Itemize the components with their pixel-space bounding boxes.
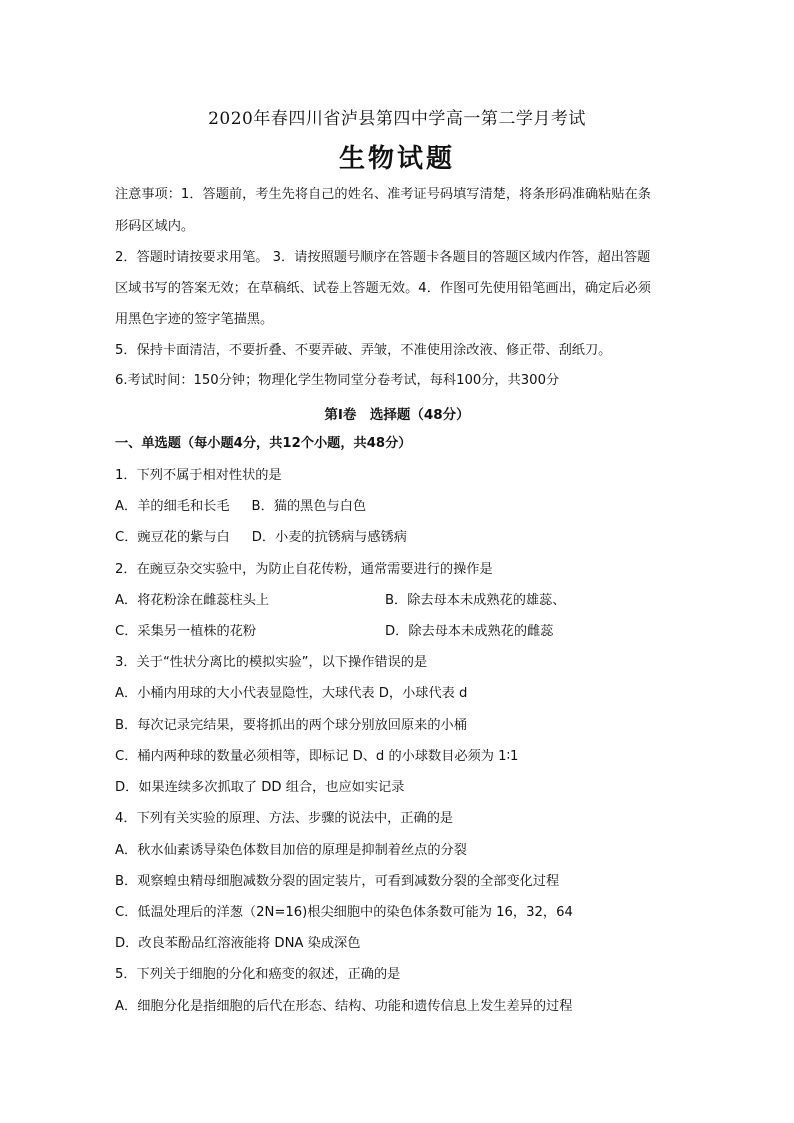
- option-b: B．观察蝗虫精母细胞减数分裂的固定装片，可看到减数分裂的全部变化过程: [115, 874, 560, 889]
- notice-line: 6.考试时间：150分钟；物理化学生物同堂分卷考试，每科100分，共300分: [115, 373, 560, 388]
- option-a: A．小桶内用球的大小代表显隐性，大球代表 D，小球代表 d: [115, 686, 468, 701]
- question-stem: 2．在豌豆杂交实验中，为防止自花传粉，通常需要进行的操作是: [115, 562, 493, 577]
- option-a: A．将花粉涂在雌蕊柱头上: [115, 593, 270, 608]
- notice-line: 形码区域内。: [115, 219, 195, 234]
- question-stem: 1．下列不属于相对性状的是: [115, 468, 282, 483]
- part-title: 一、单选题（每小题4分，共12个小题，共48分）: [115, 436, 412, 451]
- volume-title: 第Ⅰ卷 选择题（48分）: [324, 407, 470, 423]
- option-d: D．除去母本未成熟花的雌蕊: [385, 624, 554, 639]
- question-stem: 5．下列关于细胞的分化和癌变的叙述，正确的是: [115, 967, 401, 982]
- option-row: [115, 497, 690, 517]
- option-a: A．羊的细毛和长毛: [115, 499, 230, 514]
- option-d: D．改良苯酚品红溶液能将 DNA 染成深色: [115, 936, 361, 951]
- option-row: [115, 591, 690, 611]
- option-row: [115, 622, 690, 642]
- option-c: C．采集另一植株的花粉: [115, 624, 257, 639]
- option-a: A．细胞分化是指细胞的后代在形态、结构、功能和遗传信息上发生差异的过程: [115, 999, 573, 1014]
- option-b: B．每次记录完结果，要将抓出的两个球分别放回原来的小桶: [115, 718, 467, 733]
- option-b: B．猫的黑色与白色: [251, 499, 367, 514]
- option-c: C．豌豆花的紫与白: [115, 530, 230, 545]
- option-d: D．如果连续多次抓取了 DD 组合，也应如实记录: [115, 780, 405, 795]
- exam-title: 2020年春四川省泸县第四中学高一第二学月考试: [208, 109, 586, 129]
- option-a: A．秋水仙素诱导染色体数目加倍的原理是抑制着丝点的分裂: [115, 843, 467, 858]
- notice-line: 注意事项：1．答题前，考生先将自己的姓名、准考证号码填写清楚，将条形码准确粘贴在条: [115, 187, 651, 202]
- notice-line: 用黑色字迹的签字笔描黑。: [115, 312, 274, 327]
- option-row: [115, 528, 690, 548]
- option-c: C．桶内两种球的数量必须相等，即标记 D、d 的小球数目必须为 1∶1: [115, 749, 519, 764]
- option-d: D．小麦的抗锈病与感锈病: [251, 530, 407, 545]
- question-stem: 4．下列有关实验的原理、方法、步骤的说法中，正确的是: [115, 811, 454, 826]
- option-c: C．低温处理后的洋葱（2N=16)根尖细胞中的染色体条数可能为 16，32，64: [115, 905, 573, 920]
- notice-line: 2．答题时请按要求用笔。 3．请按照题号顺序在答题卡各题目的答题区域内作答，超出答题: [115, 250, 651, 265]
- option-b: B．除去母本未成熟花的雄蕊、: [385, 593, 566, 608]
- question-stem: 3．关于“性状分离比的模拟实验”，以下操作错误的是: [115, 655, 428, 670]
- notice-line: 5．保持卡面清洁，不要折叠、不要弄破、弄皱，不准使用涂改液、修正带、刮纸刀。: [115, 343, 612, 358]
- subject-title: 生物试题: [338, 144, 455, 174]
- notice-line: 区域书写的答案无效；在草稿纸、试卷上答题无效。4．作图可先使用铅笔画出，确定后必须: [115, 281, 651, 296]
